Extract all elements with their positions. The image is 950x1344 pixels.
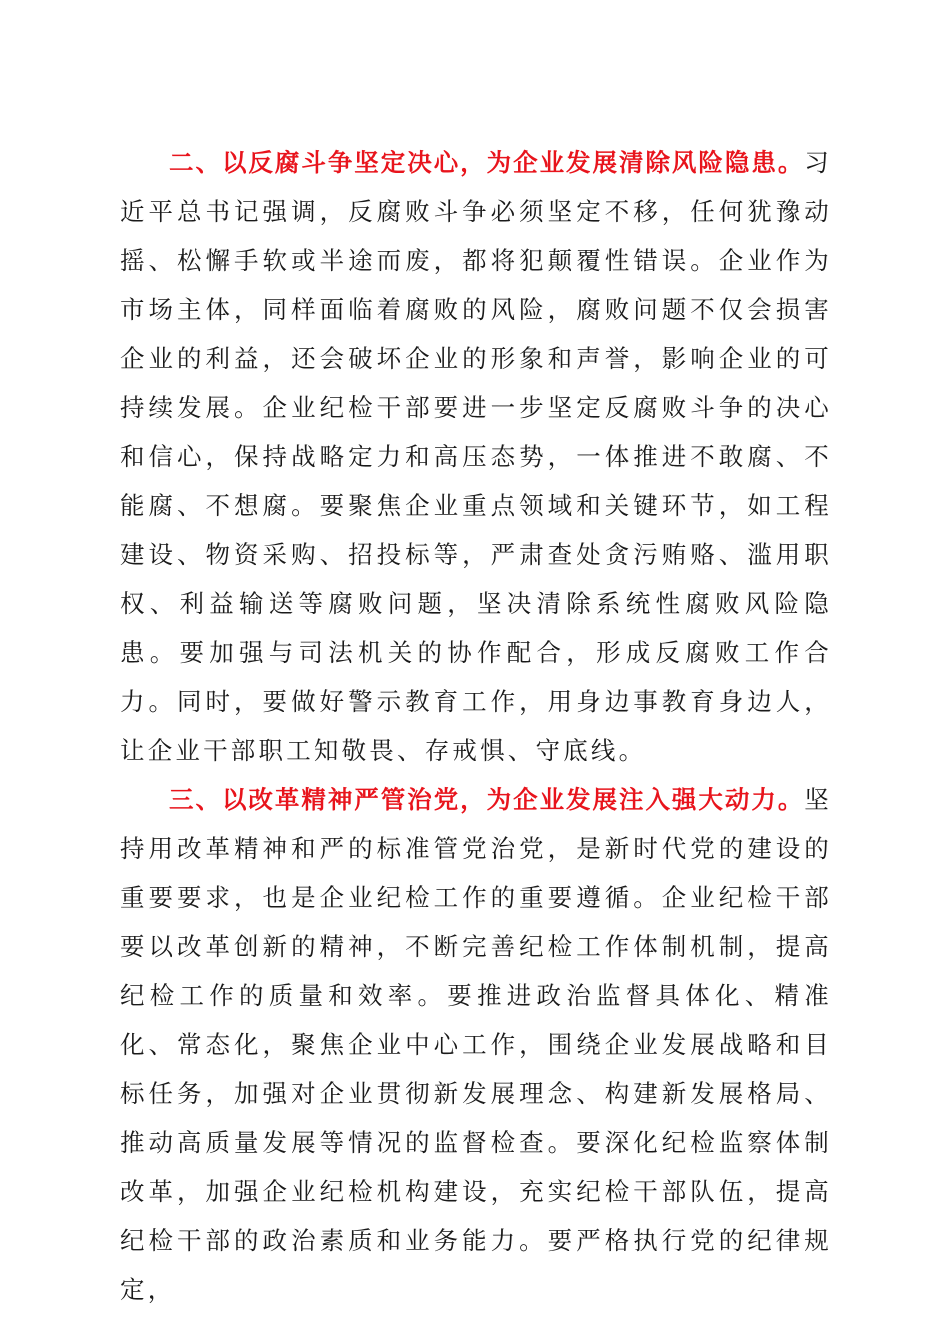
section-three-text: 坚持用改革精神和严的标准管党治党，是新时代党的建设的重要要求，也是企业纪检工作的重要遵循。企业纪检干部要以改革创新的精神，不断完善纪检工作体制机制，提高纪检工作的质量和效率。要推进政治监督具体化、精准化、常态化，聚焦企业中心工作，围绕企业发展战略和目标任务，加强对企业贯彻新发展理念、构建新发展格局、推动高质量发展等情况的监督检查。要深化纪检监察体制改革，加强企业纪检机构建设，充实纪检干部队伍，提高纪检干部的政治素质和业务能力。要严格执行党的纪律规定，	[120, 785, 832, 1304]
section-two-text: 习近平总书记强调，反腐败斗争必须坚定不移，任何犹豫动摇、松懈手软或半途而废，都将犯颠覆性错误。企业作为市场主体，同样面临着腐败的风险，腐败问题不仅会损害企业的利益，还会破坏企业的形象和声誉，影响企业的可持续发展。企业纪检干部要进一步坚定反腐败斗争的决心和信心，保持战略定力和高压态势，一体推进不敢腐、不能腐、不想腐。要聚焦企业重点领域和关键环节，如工程建设、物资采购、招投标等，严肃查处贪污贿赂、滥用职权、利益输送等腐败问题，坚决清除系统性腐败风险隐患。要加强与司法机关的协作配合，形成反腐败工作合力。同时，要做好警示教育工作，用身边事教育身边人，让企业干部职工知敬畏、存戒惧、守底线。	[120, 148, 832, 765]
section-three-heading: 三、以改革精神严管治党，为企业发展注入强大动力。	[169, 785, 805, 814]
section-two-heading: 二、以反腐斗争坚定决心，为企业发展清除风险隐患。	[169, 148, 805, 177]
paragraph-section-two	[120, 138, 832, 775]
paragraph-section-three	[120, 775, 832, 1314]
document-body	[120, 138, 832, 1314]
